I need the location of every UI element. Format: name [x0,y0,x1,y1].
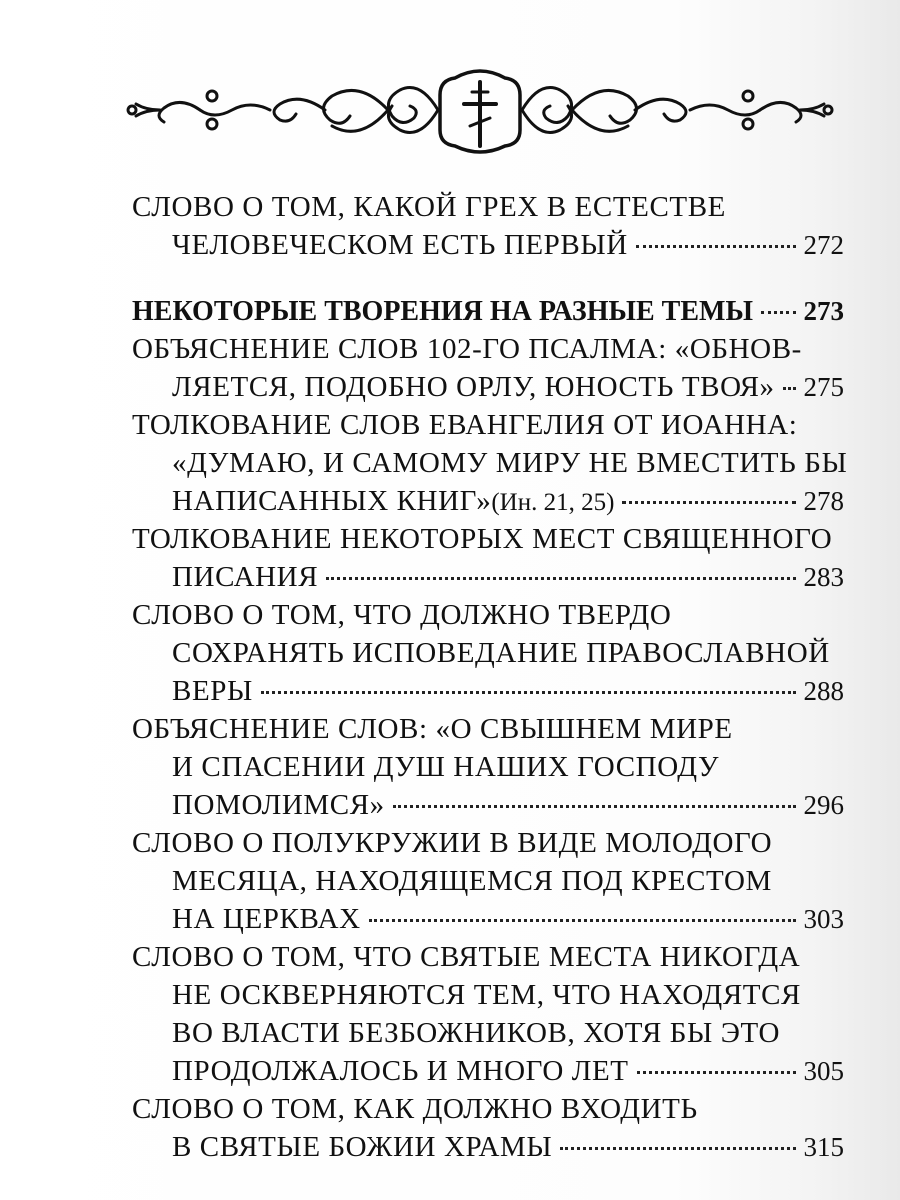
toc-entry-title: СЛОВО О ТОМ, КАКОЙ ГРЕХ В ЕСТЕСТВЕ [132,191,726,223]
toc-entry-title: «ДУМАЮ, И САМОМУ МИРУ НЕ ВМЕСТИТЬ БЫ [172,447,848,479]
toc-entry[interactable] [132,406,848,520]
page-number: 283 [803,562,844,592]
toc-entry-title: НЕ ОСКВЕРНЯЮТСЯ ТЕМ, ЧТО НАХОДЯТСЯ [172,979,801,1011]
toc-entry[interactable] [132,188,844,264]
leader-dots [783,387,796,390]
page-number: 303 [803,904,844,934]
toc-section-heading[interactable] [132,292,844,330]
leader-dots [393,805,796,808]
toc-entry-title: ПИСАНИЯ [172,561,319,593]
toc-entry[interactable] [132,330,844,406]
toc-entry-title: НАПИСАННЫХ КНИГ» [172,485,492,517]
toc-entry[interactable] [132,938,844,1090]
toc-entry-title: ПРОДОЛЖАЛОСЬ И МНОГО ЛЕТ [172,1055,629,1087]
cross-ornament-icon [120,60,840,160]
page-number: 315 [803,1132,844,1162]
toc-entry-title: МЕСЯЦА, НАХОДЯЩЕМСЯ ПОД КРЕСТОМ [172,865,772,897]
toc-entry[interactable] [132,520,844,596]
page-number: 278 [803,486,844,516]
page-number: 305 [803,1056,844,1086]
leader-dots [622,501,795,504]
page-number: 272 [803,230,844,260]
page-number: 296 [803,790,844,820]
toc-entry-title: ТОЛКОВАНИЕ СЛОВ ЕВАНГЕЛИЯ ОТ ИОАННА: [132,409,798,441]
toc-entry-title: И СПАСЕНИИ ДУШ НАШИХ ГОСПОДУ [172,751,720,783]
toc-entry-title: ТОЛКОВАНИЕ НЕКОТОРЫХ МЕСТ СВЯЩЕННОГО [132,523,833,555]
leader-dots [560,1147,795,1150]
toc-entry-title: ЛЯЕТСЯ, ПОДОБНО ОРЛУ, ЮНОСТЬ ТВОЯ» [172,371,775,403]
toc-entry-title: СЛОВО О ТОМ, КАК ДОЛЖНО ВХОДИТЬ [132,1093,698,1125]
toc-entry[interactable] [132,1090,844,1166]
toc-entry-title: ПОМОЛИМСЯ» [172,789,385,821]
toc-entry-title: ОБЪЯСНЕНИЕ СЛОВ 102-ГО ПСАЛМА: «ОБНОВ- [132,333,802,365]
leader-dots [761,311,796,314]
toc-entry-title: СЛОВО О ТОМ, ЧТО СВЯТЫЕ МЕСТА НИКОГДА [132,941,801,973]
leader-dots [637,1071,796,1074]
section-heading-title: НЕКОТОРЫЕ ТВОРЕНИЯ НА РАЗНЫЕ ТЕМЫ [132,296,753,327]
toc-entry-title: В СВЯТЫЕ БОЖИИ ХРАМЫ [172,1131,553,1163]
toc-entry-title: ВЕРЫ [172,675,253,707]
table-of-contents [132,188,848,1166]
toc-entry[interactable] [132,596,844,710]
toc-entry-title: ЧЕЛОВЕЧЕСКОМ ЕСТЬ ПЕРВЫЙ [172,229,628,261]
toc-entry-title: НА ЦЕРКВАХ [172,903,361,935]
toc-entry-title: ОБЪЯСНЕНИЕ СЛОВ: «О СВЫШНЕМ МИРЕ [132,713,733,745]
toc-entry[interactable] [132,824,844,938]
leader-dots [326,577,795,580]
leader-dots [261,691,796,694]
toc-entry[interactable] [132,710,844,824]
toc-entry-title: СЛОВО О ПОЛУКРУЖИИ В ВИДЕ МОЛОДОГО [132,827,773,859]
scripture-reference: (Ин. 21, 25) [491,489,615,516]
toc-entry-title: СЛОВО О ТОМ, ЧТО ДОЛЖНО ТВЕРДО [132,599,672,631]
page-number: 288 [803,676,844,706]
toc-entry-title: СОХРАНЯТЬ ИСПОВЕДАНИЕ ПРАВОСЛАВНОЙ [172,637,830,669]
toc-entry-title: ВО ВЛАСТИ БЕЗБОЖНИКОВ, ХОТЯ БЫ ЭТО [172,1017,781,1049]
page-number: 273 [803,296,844,326]
page-number: 275 [803,372,844,402]
leader-dots [636,245,796,248]
leader-dots [369,919,796,922]
